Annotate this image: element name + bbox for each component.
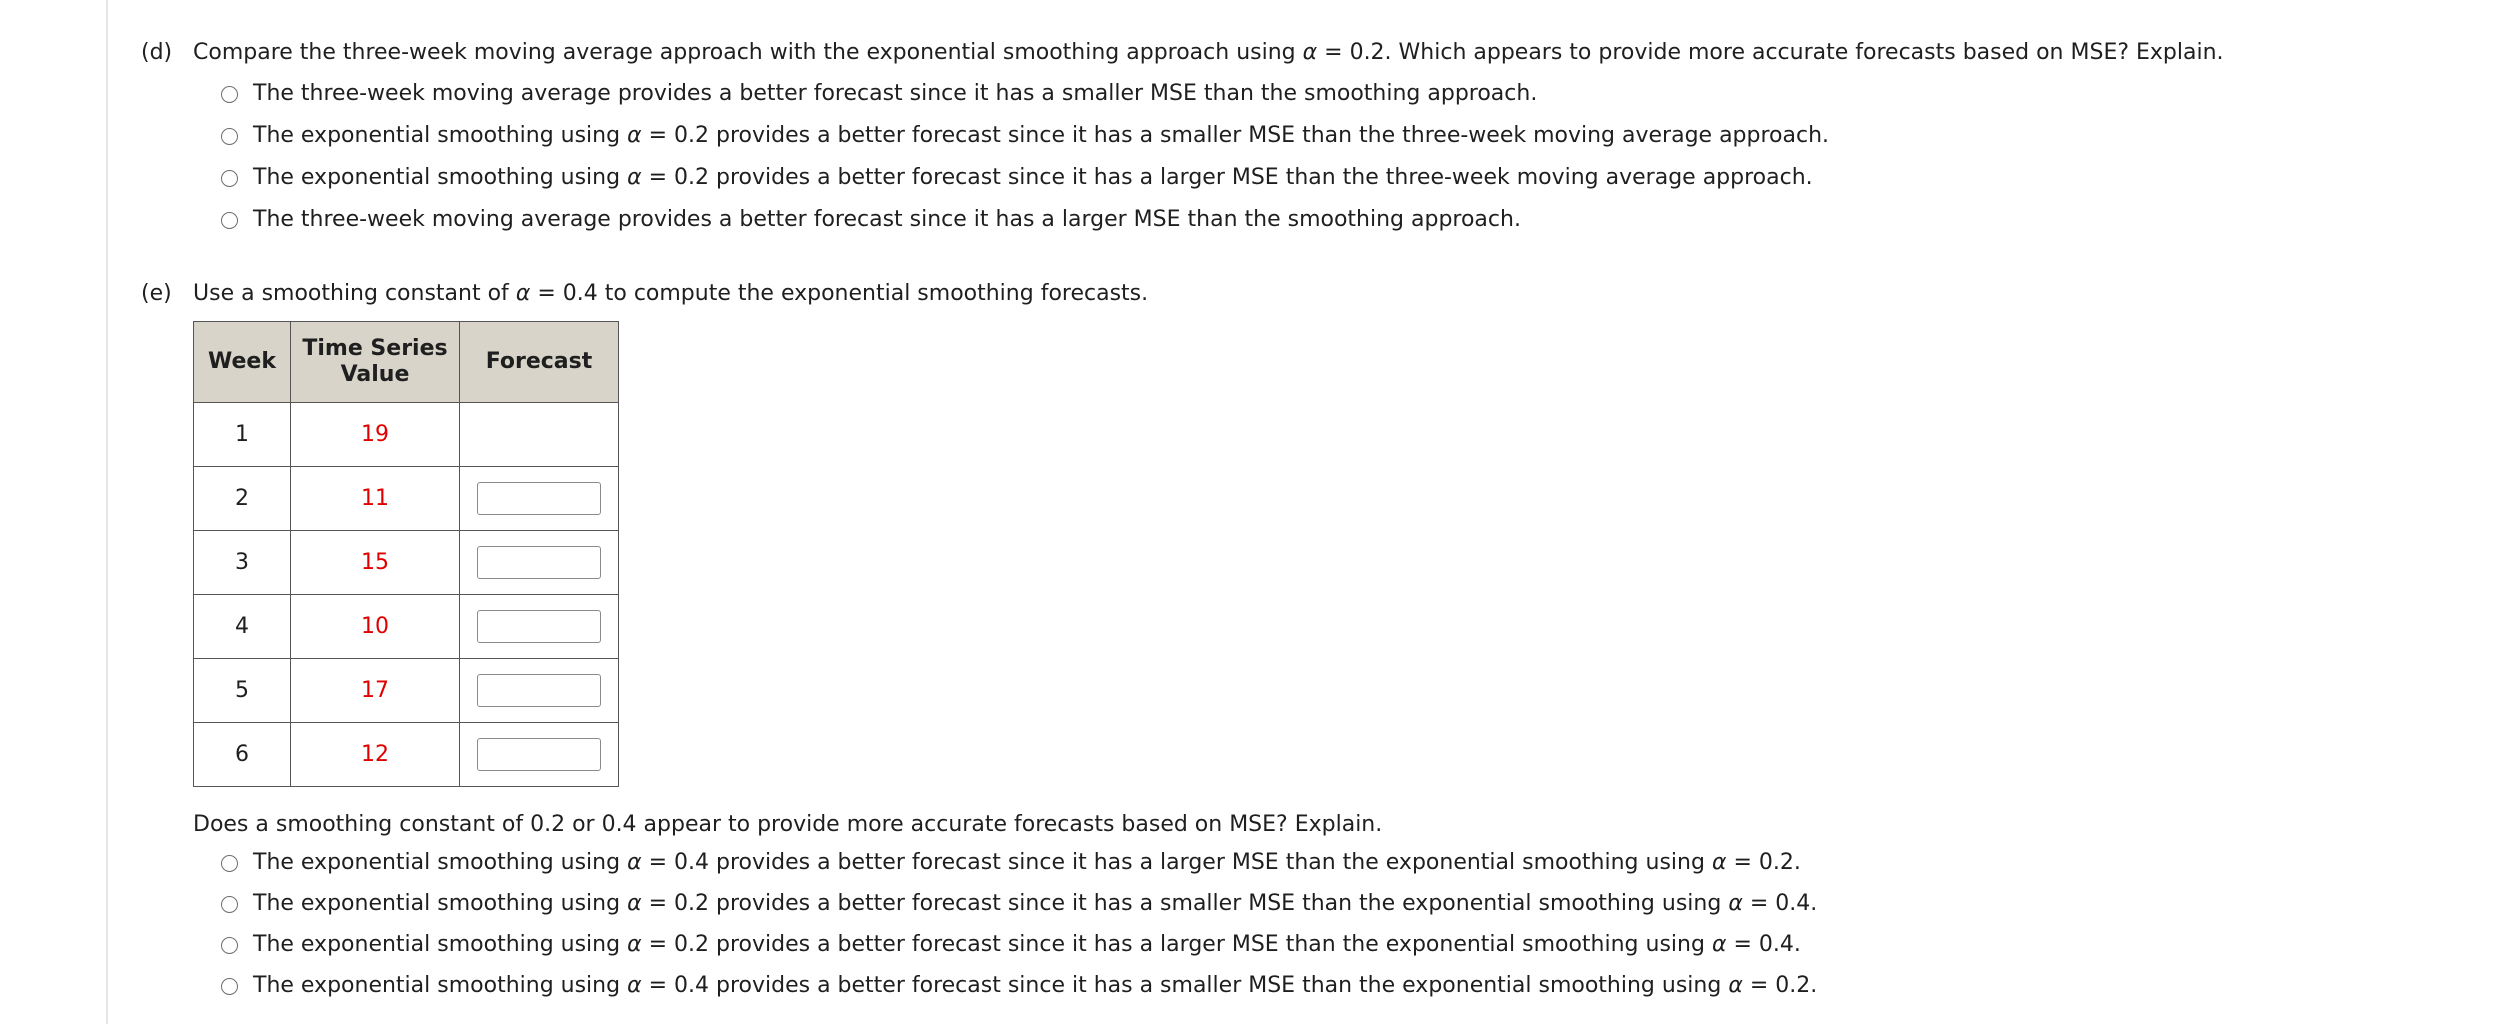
part-e-text-post: = 0.4 to compute the exponential smoothing forecasts. <box>537 281 1149 306</box>
part-d-label: (d) <box>141 40 173 65</box>
radio-button[interactable] <box>221 170 238 187</box>
part-e-text <box>193 279 2441 309</box>
option-label-post: = 0.4. <box>1733 932 1801 957</box>
part-d-question <box>141 38 2441 68</box>
value-cell: 12 <box>291 723 460 787</box>
radio-button[interactable] <box>221 937 238 954</box>
table-row <box>194 723 619 787</box>
week-cell: 1 <box>194 403 291 467</box>
week-cell: 2 <box>194 467 291 531</box>
part-e-label: (e) <box>141 281 172 306</box>
option-label <box>253 163 1813 193</box>
followup-question: Does a smoothing constant of 0.2 or 0.4 appear to provide more accurate forecasts based on MSE? Explain. <box>193 812 1383 837</box>
alpha-symbol: α <box>627 891 642 916</box>
left-divider <box>106 0 108 1024</box>
part-d-options <box>221 79 2441 235</box>
part-d-option-3[interactable] <box>221 163 2441 193</box>
alpha-symbol: α <box>1711 932 1727 957</box>
table-row <box>194 595 619 659</box>
header-week: Week <box>194 322 291 403</box>
part-e-followup <box>193 810 2441 1001</box>
value-cell: 19 <box>291 403 460 467</box>
option-label-post: = 0.2. <box>1749 973 1818 998</box>
option-label: The three-week moving average provides a better forecast since it has a smaller MSE than the smoothing approach. <box>253 81 1538 106</box>
option-label-pre: The exponential smoothing using <box>253 891 621 916</box>
radio-button[interactable] <box>221 896 238 913</box>
part-e-options <box>221 848 2441 1001</box>
part-e-question <box>141 279 2441 309</box>
option-label-mid: = 0.4 provides a better forecast since it has a smaller MSE than the exponential smoothing using <box>648 973 1722 998</box>
part-d-text-post: = 0.2. Which appears to provide more accurate forecasts based on MSE? Explain. <box>1324 40 2224 65</box>
alpha-symbol: α <box>1302 40 1318 65</box>
alpha-symbol: α <box>627 123 642 148</box>
forecast-input-week-3[interactable] <box>477 546 601 579</box>
header-forecast: Forecast <box>460 322 619 403</box>
alpha-symbol: α <box>1711 850 1727 875</box>
option-label-pre: The exponential smoothing using <box>253 932 621 957</box>
forecast-cell <box>460 723 619 787</box>
part-e-option-3[interactable] <box>221 930 2441 960</box>
week-cell: 6 <box>194 723 291 787</box>
value-cell: 10 <box>291 595 460 659</box>
forecast-cell <box>460 659 619 723</box>
option-label-mid: = 0.4 provides a better forecast since it has a larger MSE than the exponential smoothing using <box>648 850 1705 875</box>
alpha-symbol: α <box>627 850 642 875</box>
forecast-input-week-5[interactable] <box>477 674 601 707</box>
part-d-text-pre: Compare the three-week moving average approach with the exponential smoothing approach using <box>193 40 1296 65</box>
radio-button[interactable] <box>221 212 238 229</box>
forecast-table <box>193 321 619 787</box>
option-label-post: = 0.2 provides a better forecast since it has a smaller MSE than the three-week moving average approach. <box>648 123 1830 148</box>
option-label-post: = 0.2. <box>1733 850 1801 875</box>
week-cell: 4 <box>194 595 291 659</box>
option-label-mid: = 0.2 provides a better forecast since it has a smaller MSE than the exponential smoothing using <box>648 891 1722 916</box>
table-row <box>194 531 619 595</box>
alpha-symbol: α <box>627 973 642 998</box>
option-label-mid: = 0.2 provides a better forecast since it has a larger MSE than the exponential smoothing using <box>648 932 1705 957</box>
table-row <box>194 403 619 467</box>
value-cell: 11 <box>291 467 460 531</box>
option-label-pre: The exponential smoothing using <box>253 850 621 875</box>
radio-button[interactable] <box>221 978 238 995</box>
part-e-text-pre: Use a smoothing constant of <box>193 281 509 306</box>
question-content <box>141 38 2441 1012</box>
option-label <box>253 121 1829 151</box>
option-label-post: = 0.2 provides a better forecast since it has a larger MSE than the three-week moving average approach. <box>648 165 1813 190</box>
forecast-cell <box>460 467 619 531</box>
radio-button[interactable] <box>221 128 238 145</box>
week-cell: 3 <box>194 531 291 595</box>
alpha-symbol: α <box>1728 973 1743 998</box>
alpha-symbol: α <box>627 932 642 957</box>
table-row <box>194 659 619 723</box>
part-e-option-4[interactable] <box>221 971 2441 1001</box>
table-header-row <box>194 322 619 403</box>
value-cell: 17 <box>291 659 460 723</box>
part-d-text <box>193 38 2441 68</box>
table-row <box>194 467 619 531</box>
option-label: The three-week moving average provides a better forecast since it has a larger MSE than the smoothing approach. <box>253 207 1521 232</box>
option-label <box>253 889 1817 919</box>
forecast-input-week-6[interactable] <box>477 738 601 771</box>
week-cell: 5 <box>194 659 291 723</box>
option-label-pre: The exponential smoothing using <box>253 973 621 998</box>
option-label <box>253 930 1801 960</box>
part-e-option-2[interactable] <box>221 889 2441 919</box>
alpha-symbol: α <box>515 281 531 306</box>
value-cell: 15 <box>291 531 460 595</box>
alpha-symbol: α <box>1728 891 1743 916</box>
option-label <box>253 971 1817 1001</box>
forecast-input-week-4[interactable] <box>477 610 601 643</box>
forecast-cell <box>460 595 619 659</box>
radio-button[interactable] <box>221 86 238 103</box>
option-label-pre: The exponential smoothing using <box>253 165 621 190</box>
forecast-input-week-2[interactable] <box>477 482 601 515</box>
radio-button[interactable] <box>221 855 238 872</box>
option-label-pre: The exponential smoothing using <box>253 123 621 148</box>
option-label-post: = 0.4. <box>1749 891 1818 916</box>
forecast-cell <box>460 531 619 595</box>
forecast-cell-empty <box>460 403 619 467</box>
part-d-option-1[interactable] <box>221 79 2441 109</box>
part-d-option-2[interactable] <box>221 121 2441 151</box>
header-time-series-value: Time Series Value <box>291 322 460 403</box>
option-label <box>253 848 1801 878</box>
part-d-option-4[interactable] <box>221 205 2441 235</box>
alpha-symbol: α <box>627 165 642 190</box>
part-e-option-1[interactable] <box>221 848 2441 878</box>
